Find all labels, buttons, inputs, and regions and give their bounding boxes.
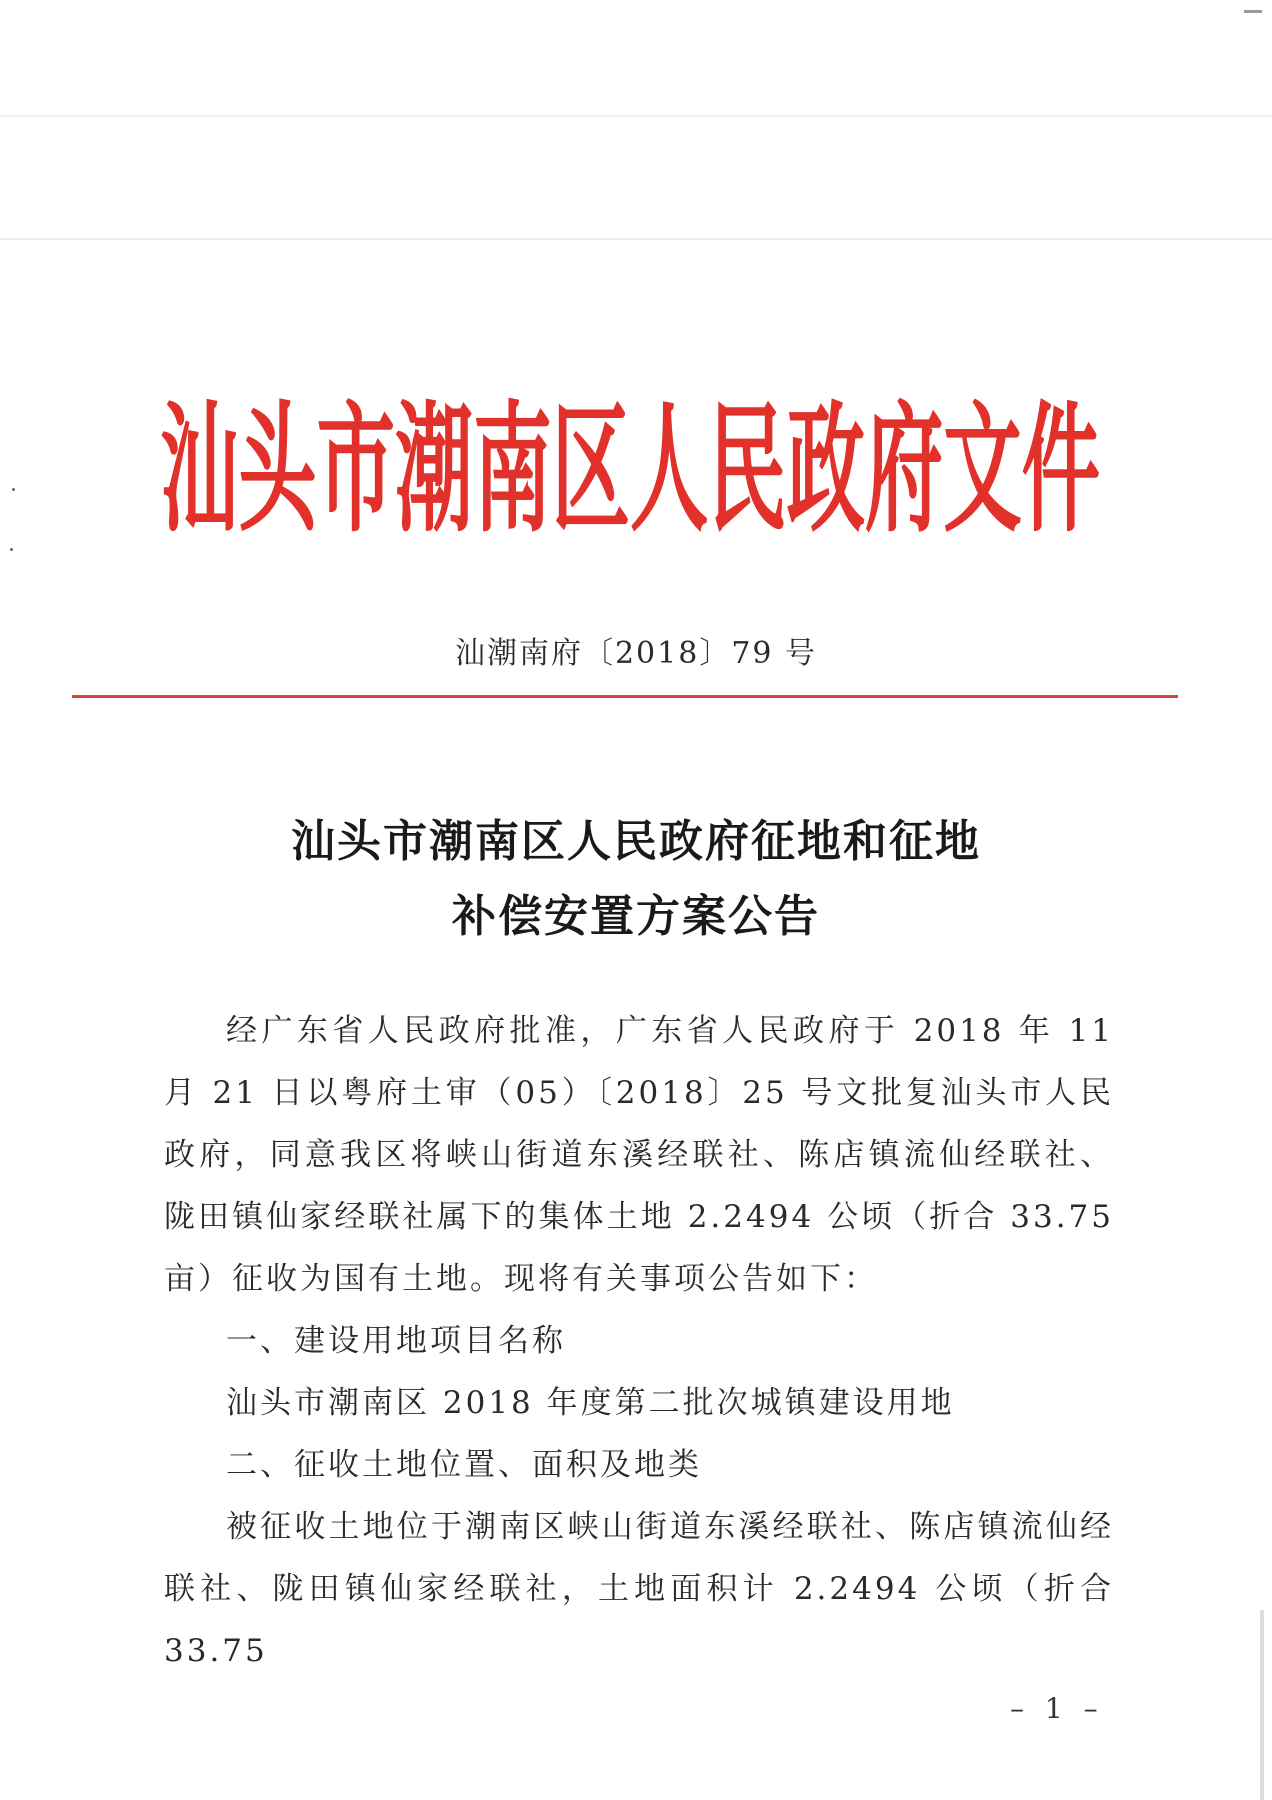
scan-speck <box>12 488 15 491</box>
intro-paragraph: 经广东省人民政府批准，广东省人民政府于 2018 年 11 月 21 日以粤府土审（05）〔2018〕25 号文批复汕头市人民政府，同意我区将峡山街道东溪经联社、陈店镇流仙经联社、陇田镇仙家经联社属下的集体土地 2.2494 公顷（折合 33.75 亩）征收为国有土地。现将有关事项公告如下： <box>164 1013 1114 1297</box>
document-number: 汕潮南府〔2018〕79 号 <box>454 636 818 671</box>
scan-band-middle <box>0 238 1272 240</box>
red-header-svg <box>150 380 1110 550</box>
page-number: – 1 – <box>1010 1692 1104 1725</box>
scan-right-edge <box>1260 1610 1264 1800</box>
red-header-text: 汕头市潮南区人民政府文件 <box>160 389 1100 550</box>
scan-speck <box>10 548 13 551</box>
section-1-text: 汕头市潮南区 2018 年度第二批次城镇建设用地 <box>226 1385 955 1421</box>
red-divider-line <box>72 695 1178 698</box>
section-2-heading: 二、征收土地位置、面积及地类 <box>226 1447 702 1483</box>
scan-band-top <box>0 115 1272 117</box>
scan-corner-mark <box>1244 10 1262 13</box>
notice-title-line-2: 补偿安置方案公告 <box>452 891 820 942</box>
document-body <box>164 1000 1114 1682</box>
section-1-heading: 一、建设用地项目名称 <box>226 1323 566 1359</box>
notice-title-line-1: 汕头市潮南区人民政府征地和征地 <box>291 816 981 867</box>
red-header-title <box>150 380 1110 550</box>
section-2-paragraph: 被征收土地位于潮南区峡山街道东溪经联社、陈店镇流仙经联社、陇田镇仙家经联社，土地面积计 2.2494 公顷（折合 33.75 <box>164 1509 1114 1669</box>
